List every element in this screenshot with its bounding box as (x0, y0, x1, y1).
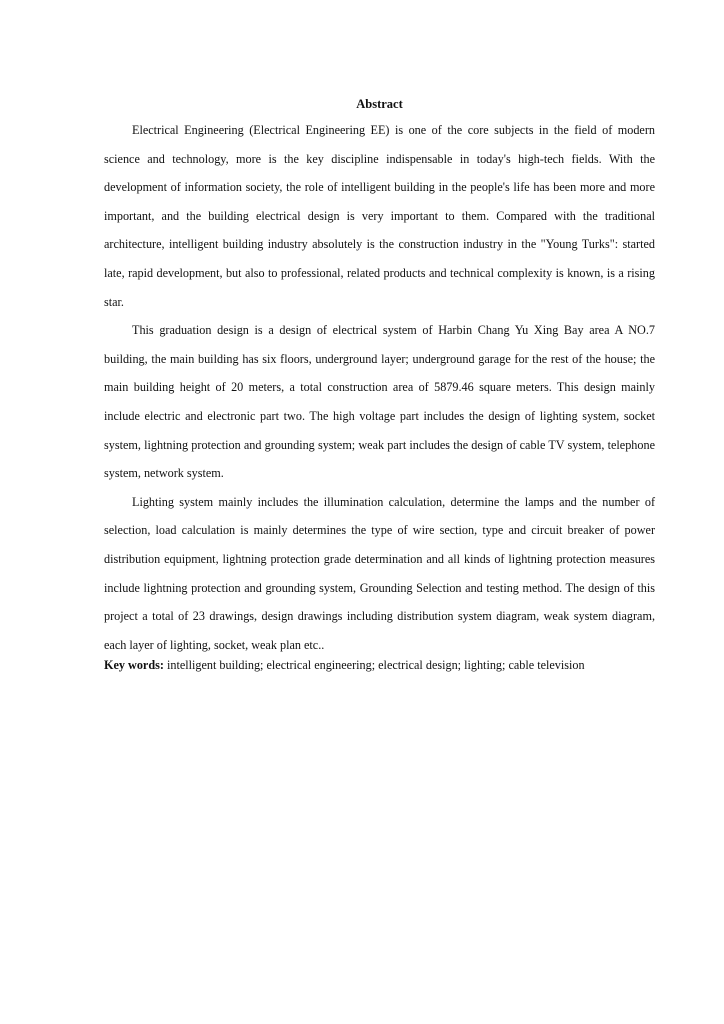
keywords-line (104, 657, 655, 673)
keywords-label: Key words: (104, 658, 164, 673)
abstract-title: Abstract (356, 97, 403, 111)
abstract-section (104, 96, 655, 673)
abstract-paragraph-3: Lighting system mainly includes the illumination calculation, determine the lamps and the number of selection, load calculation is mainly determines the type of wire section, type and circuit breaker of power distribution equipment, lightning protection grade determination and all kinds of lightning protection measures include lightning protection and grounding system, Grounding Selection and testing method. The design of this project a total of 23 drawings, design drawings including distribution system diagram, weak system diagram, each layer of lighting, socket, weak plan etc.. (104, 494, 655, 652)
abstract-paragraph-1: Electrical Engineering (Electrical Engineering EE) is one of the core subjects in the field of modern science and technology, more is the key discipline indispensable in today's high-tech fields. With the development of information society, the role of intelligent building in the people's life has been more and more important, and the building electrical design is very important to them. Compared with the traditional architecture, intelligent building industry absolutely is the construction industry in the "Young Turks": started late, rapid development, but also to professional, related products and technical complexity is known, is a rising star. (104, 123, 655, 309)
keywords-text: intelligent building; electrical engineering; electrical design; lighting; cable television (163, 658, 585, 673)
abstract-paragraph-2: This graduation design is a design of electrical system of Harbin Chang Yu Xing Bay area A NO.7 building, the main building has six floors, underground layer; underground garage for the rest of the house; the main building height of 20 meters, a total construction area of 5879.46 square meters. This design mainly include electric and electronic part two. The high voltage part includes the design of lighting system, socket system, lightning protection and grounding system; weak part includes the design of cable TV system, telephone system, network system. (104, 323, 655, 481)
